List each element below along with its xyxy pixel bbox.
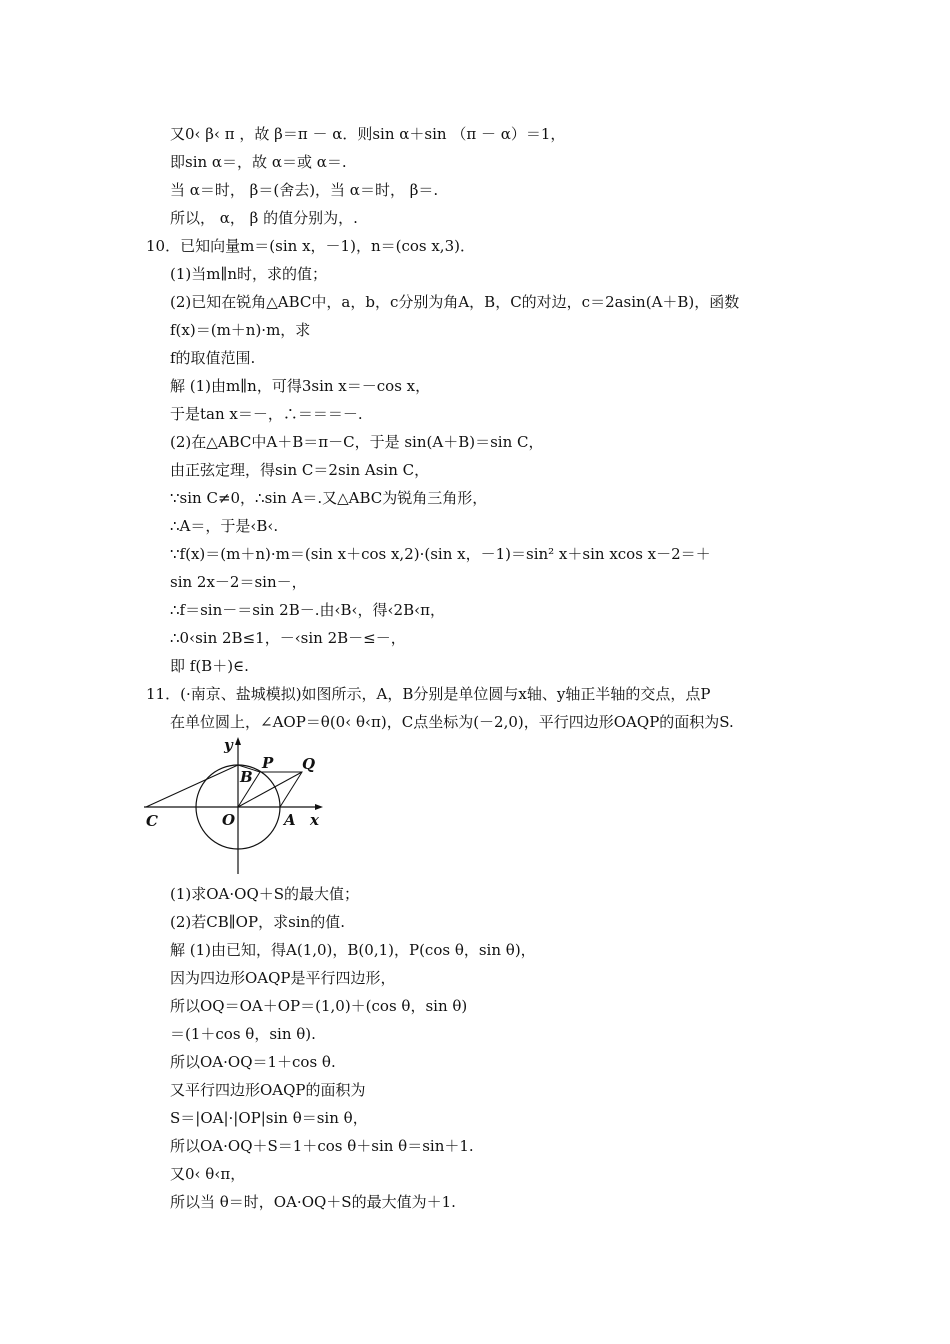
label-x: x <box>310 811 319 829</box>
text-line: ＝(1＋cos θ，sin θ). <box>170 1025 316 1043</box>
question-11-stem-continued: 在单位圆上，∠AOP＝θ(0‹ θ‹π)，C点坐标为(－2,0)，平行四边形OAQP的面积为S. <box>170 713 734 731</box>
text-line: (2)已知在锐角△ABC中，a，b，c分别为角A，B，C的对边，c＝2asin(A＋B)，函数 <box>170 293 740 311</box>
question-11-stem: 11．(·南京、盐城模拟)如图所示，A，B分别是单位圆与x轴、y轴正半轴的交点，点P <box>146 685 711 703</box>
text-line: 即 f(B＋)∈. <box>170 657 249 675</box>
text-line: 解 (1)由已知，得A(1,0)，B(0,1)，P(cos θ，sin θ)， <box>170 941 536 959</box>
label-c: C <box>146 812 158 830</box>
label-p: P <box>262 754 274 772</box>
x-axis-arrow <box>315 804 323 810</box>
text-line: sin 2x－2＝sin－， <box>170 573 307 591</box>
y-axis-arrow <box>235 737 241 745</box>
text-line: f的取值范围. <box>170 349 256 367</box>
text-line: (1)当m∥n时，求的值； <box>170 265 328 283</box>
text-line: 又0‹ β‹ π ，故 β＝π － α．则sin α＋sin （π － α）＝1， <box>170 125 566 143</box>
text-line: 所以OA·OQ＝1＋cos θ. <box>170 1053 336 1071</box>
text-line: 所以OA·OQ＋S＝1＋cos θ＋sin θ＝sin＋1. <box>170 1137 474 1155</box>
text-line: 所以当 θ＝时，OA·OQ＋S的最大值为＋1. <box>170 1193 456 1211</box>
text-line: 由正弦定理，得sin C＝2sin Asin C， <box>170 461 430 479</box>
text-line: f(x)＝(m＋n)·m，求 <box>170 321 311 339</box>
text-line: 所以， α， β 的值分别为，. <box>170 209 358 227</box>
text-line: ∵sin C≠0，∴sin A＝.又△ABC为锐角三角形， <box>170 489 488 507</box>
text-line: ∴A＝，于是‹B‹. <box>170 517 279 535</box>
label-y: y <box>224 736 233 754</box>
text-line: 因为四边形OAQP是平行四边形， <box>170 969 396 987</box>
text-line: 当 α＝时， β＝(舍去)，当 α＝时， β＝. <box>170 181 439 199</box>
unit-circle-figure <box>140 734 340 882</box>
text-line: 又平行四边形OAQP的面积为 <box>170 1081 366 1099</box>
segment-cb <box>146 765 238 807</box>
label-q: Q <box>302 755 316 773</box>
text-line: 于是tan x＝－，∴＝＝＝－. <box>170 405 363 423</box>
text-line: (2)在△ABC中A＋B＝π－C，于是 sin(A＋B)＝sin C， <box>170 433 544 451</box>
text-line: 又0‹ θ‹π， <box>170 1165 246 1183</box>
question-10-stem: 10．已知向量m＝(sin x，－1)，n＝(cos x,3)． <box>146 237 475 255</box>
text-line: (2)若CB∥OP，求sin的值. <box>170 913 345 931</box>
text-line: 即sin α＝，故 α＝或 α＝. <box>170 153 347 171</box>
label-a: A <box>284 811 296 829</box>
text-line: (1)求OA·OQ＋S的最大值； <box>170 885 360 903</box>
text-line: 解 (1)由m∥n，可得3sin x＝－cos x， <box>170 377 431 395</box>
label-o: O <box>222 811 236 829</box>
text-line: ∵f(x)＝(m＋n)·m＝(sin x＋cos x,2)·(sin x，－1)＝sin² x＋sin xcos x－2＝＋ <box>170 545 711 563</box>
label-b: B <box>240 768 253 786</box>
text-line: 所以OQ＝OA＋OP＝(1,0)＋(cos θ，sin θ) <box>170 997 468 1015</box>
text-line: S＝|OA|·|OP|sin θ＝sin θ， <box>170 1109 368 1127</box>
text-line: ∴0‹sin 2B≤1，－‹sin 2B－≤－， <box>170 629 406 647</box>
text-line: ∴f＝sin－＝sin 2B－.由‹B‹，得‹2B‹π， <box>170 601 445 619</box>
